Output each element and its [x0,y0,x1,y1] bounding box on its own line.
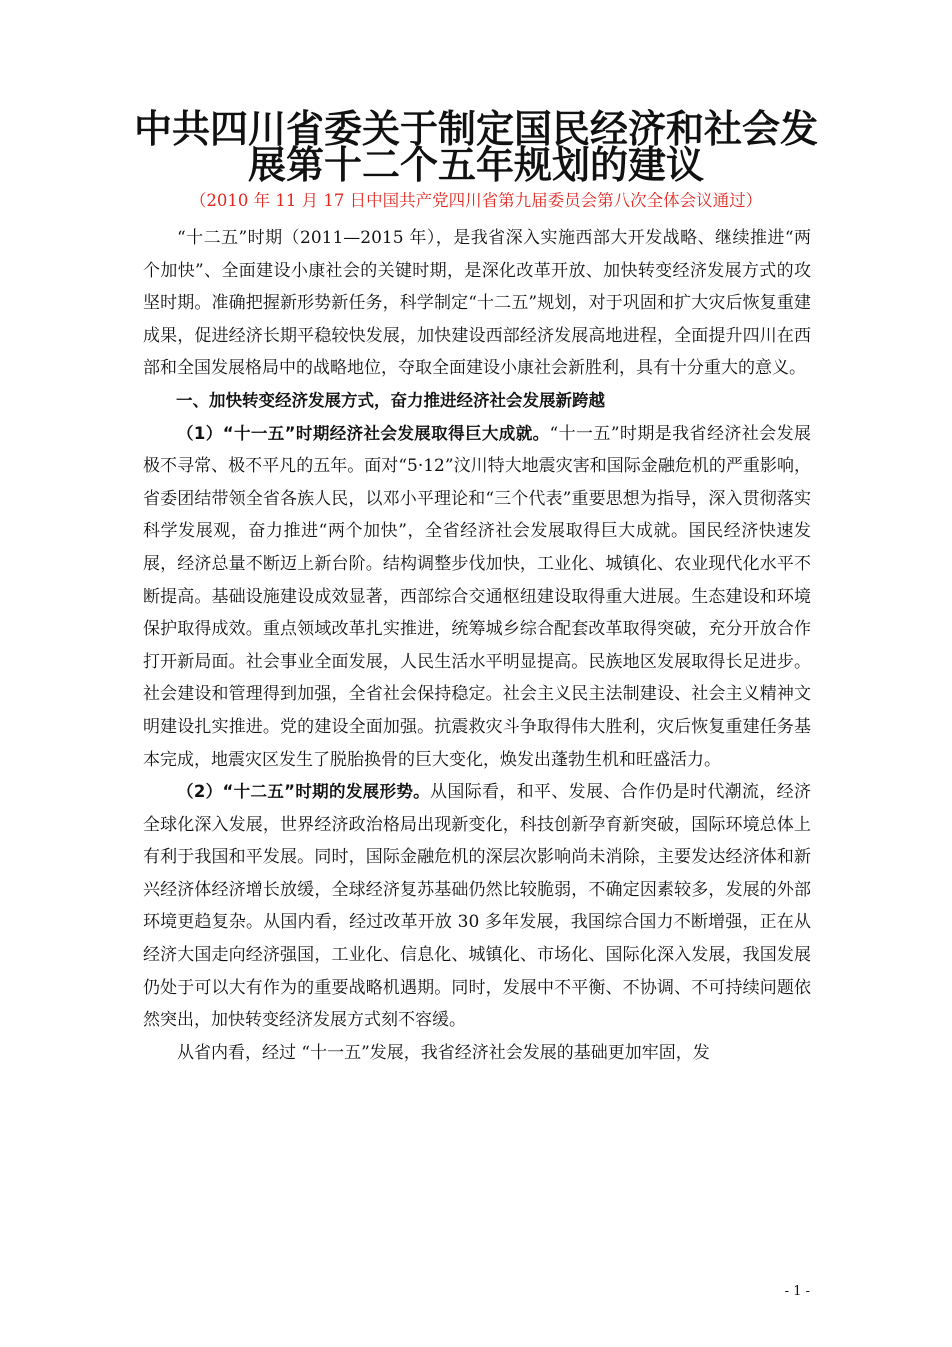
item-1-lead: （1）“十一五”时期经济社会发展取得巨大成就。 [177,423,550,443]
document-body [143,222,811,1069]
document-subtitle: （2010 年 11 月 17 日中国共产党四川省第九届委员会第八次全体会议通过） [189,191,763,210]
document-title-line-2: 展第十二个五年规划的建议 [247,142,704,187]
page-number: - 1 - [784,1284,810,1299]
last-paragraph: 从省内看，经过 “十一五”发展，我省经济社会发展的基础更加牢固，发 [177,1042,710,1063]
intro-paragraph: “十二五”时期（2011—2015 年），是我省深入实施西部大开发战略、继续推进“两个加快”、全面建设小康社会的关键时期，是深化改革开放、加快转变经济发展方式的攻坚时期。准确把握新形势新任务，科学制定“十二五”规划，对于巩固和扩大灾后恢复重建成果，促进经济长期平稳较快发展，加快建设西部经济发展高地进程，全面提升四川在西部和全国发展格局中的战略地位，夺取全面建设小康社会新胜利，具有十分重大的意义。 [143,228,811,379]
item-1-paragraph [143,418,811,777]
item-2-paragraph [143,776,811,1037]
item-1-text: “十一五”时期是我省经济社会发展极不寻常、极不平凡的五年。面对“5·12”汶川特大地震灾害和国际金融危机的严重影响，省委团结带领全省各族人民，以邓小平理论和“三个代表”重要思想为指导，深入贯彻落实科学发展观，奋力推进“两个加快”，全省经济社会发展取得巨大成就。国民经济快速发展，经济总量不断迈上新台阶。结构调整步伐加快，工业化、城镇化、农业现代化水平不断提高。基础设施建设成效显著，西部综合交通枢纽建设取得重大进展。生态建设和环境保护取得成效。重点领域改革扎实推进，统筹城乡综合配套改革取得突破，充分开放合作打开新局面。社会事业全面发展，人民生活水平明显提高。民族地区发展取得长足进步。社会建设和管理得到加强，全省社会保持稳定。社会主义民主法制建设、社会主义精神文明建设扎实推进。党的建设全面加强。抗震救灾斗争取得伟大胜利，灾后恢复重建任务基本完成，地震灾区发生了脱胎换骨的巨大变化，焕发出蓬勃生机和旺盛活力。 [143,423,811,770]
item-2-lead: （2）“十二五”时期的发展形势。 [177,782,431,802]
section-heading: 一、加快转变经济发展方式，奋力推进经济社会发展新跨越 [176,390,605,410]
item-2-text: 从国际看，和平、发展、合作仍是时代潮流，经济全球化深入发展，世界经济政治格局出现新变化，科技创新孕育新突破，国际环境总体上有利于我国和平发展。同时，国际金融危机的深层次影响尚未消除，主要发达经济体和新兴经济体经济增长放缓，全球经济复苏基础仍然比较脆弱，不确定因素较多，发展的外部环境更趋复杂。从国内看，经过改革开放 30 多年发展，我国综合国力不断增强，正在从经济大国走向经济强国，工业化、信息化、城镇化、市场化、国际化深入发展，我国发展仍处于可以大有作为的重要战略机遇期。同时，发展中不平衡、不协调、不可持续问题依然突出，加快转变经济发展方式刻不容缓。 [143,782,812,1031]
document-title-line-1: 中共四川省委关于制定国民经济和社会发 [133,106,818,151]
